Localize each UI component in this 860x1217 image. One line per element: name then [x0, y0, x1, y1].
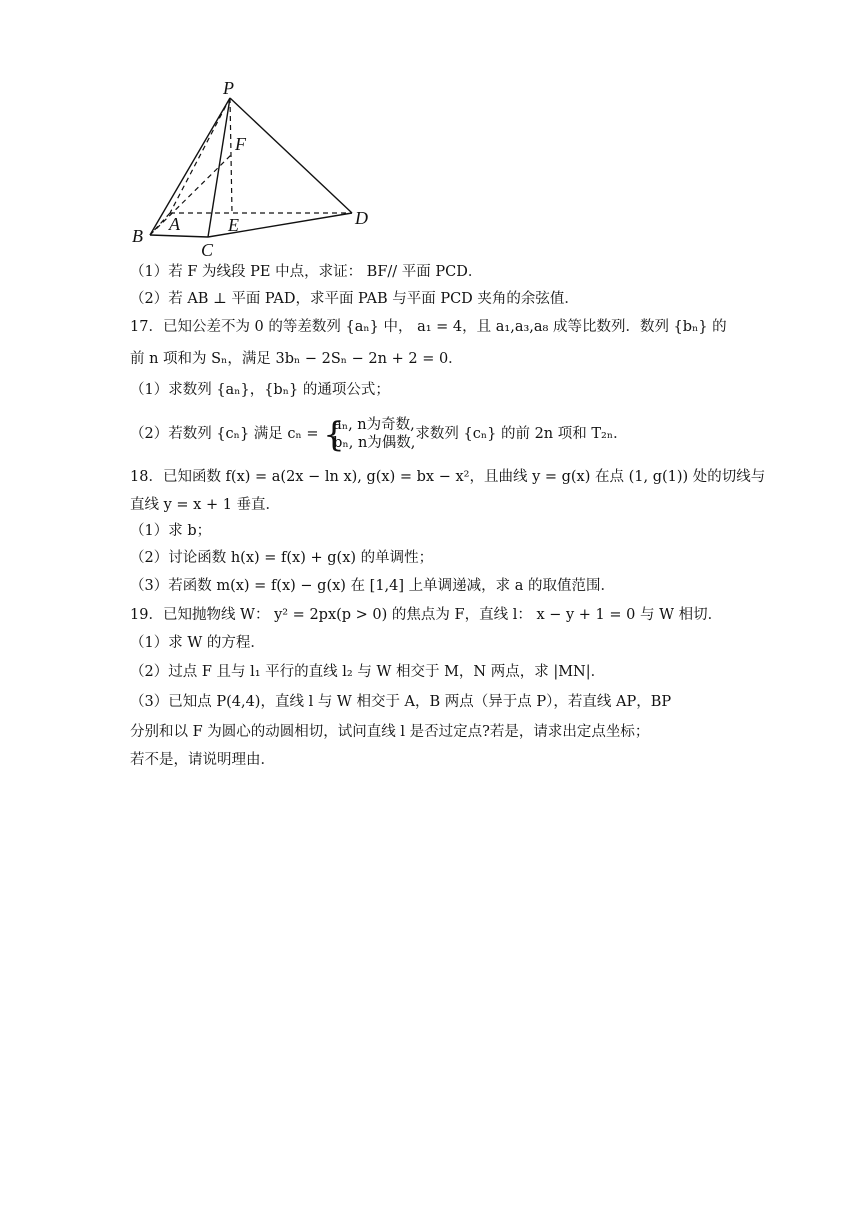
label-P: P	[223, 78, 234, 98]
q19-part2: （2）过点 F 且与 l₁ 平行的直线 l₂ 与 W 相交于 M，N 两点，求 |MN|．	[130, 664, 606, 680]
edge-PC	[208, 98, 230, 237]
label-B: B	[132, 226, 143, 246]
edge-PB	[150, 98, 230, 235]
case-even: bₙ, n为偶数,	[333, 435, 416, 451]
q19-part3-line2: 分别和以 F 为圆心的动圆相切，试问直线 l 是否过定点?若是，请求出定点坐标；	[130, 724, 650, 740]
piecewise-definition	[323, 416, 415, 452]
q18-part1: （1）求 b；	[130, 523, 212, 539]
q19-stem: 19．已知抛物线 W： y² = 2px(p > 0) 的焦点为 F，直线 l： x − y + 1 = 0 与 W 相切．	[130, 607, 723, 623]
edge-BC	[150, 235, 208, 237]
case-odd: aₙ, n为奇数,	[333, 417, 415, 433]
q17-stem-line1: 17．已知公差不为 0 的等差数列 {aₙ} 中， a₁ = 4，且 a₁,a₃,a₈ 成等比数列．数列 {bₙ} 的	[130, 319, 727, 335]
q17-part1: （1）求数列 {aₙ}，{bₙ} 的通项公式；	[130, 382, 390, 398]
q17-part2-suffix: 求数列 {cₙ} 的前 2n 项和 T₂ₙ．	[415, 426, 628, 442]
label-E: E	[228, 215, 239, 235]
pyramid-diagram	[120, 70, 380, 265]
q18-part3: （3）若函数 m(x) = f(x) − g(x) 在 [1,4] 上单调递减，求 a 的取值范围．	[130, 578, 616, 594]
label-F: F	[235, 134, 246, 154]
edge-PD	[230, 98, 352, 213]
q18-part2: （2）讨论函数 h(x) = f(x) + g(x) 的单调性；	[130, 550, 434, 566]
q19-part3-line3: 若不是，请说明理由．	[130, 752, 275, 768]
label-D: D	[355, 208, 368, 228]
q19-part1: （1）求 W 的方程．	[130, 635, 265, 651]
label-C: C	[201, 240, 214, 260]
q18-stem-line1: 18．已知函数 f(x) = a(2x − ln x), g(x) = bx − x²，且曲线 y = g(x) 在点 (1, g(1)) 处的切线与	[130, 469, 766, 485]
q17-stem-line2: 前 n 项和为 Sₙ，满足 3bₙ − 2Sₙ − 2n + 2 = 0．	[130, 351, 463, 367]
q16-part1: （1）若 F 为线段 PE 中点，求证： BF// 平面 PCD．	[130, 264, 483, 280]
label-A: A	[169, 214, 180, 234]
q19-part3-line1: （3）已知点 P(4,4)，直线 l 与 W 相交于 A，B 两点（异于点 P），若直线 AP，BP	[130, 694, 672, 710]
q16-part2: （2）若 AB ⊥ 平面 PAD，求平面 PAB 与平面 PCD 夹角的余弦值．	[130, 291, 579, 307]
pyramid-figure	[120, 70, 380, 265]
q18-stem-line2: 直线 y = x + 1 垂直．	[130, 497, 281, 513]
q17-part2	[130, 416, 628, 452]
q17-part2-prefix: （2）若数列 {cₙ} 满足 cₙ =	[130, 426, 324, 442]
